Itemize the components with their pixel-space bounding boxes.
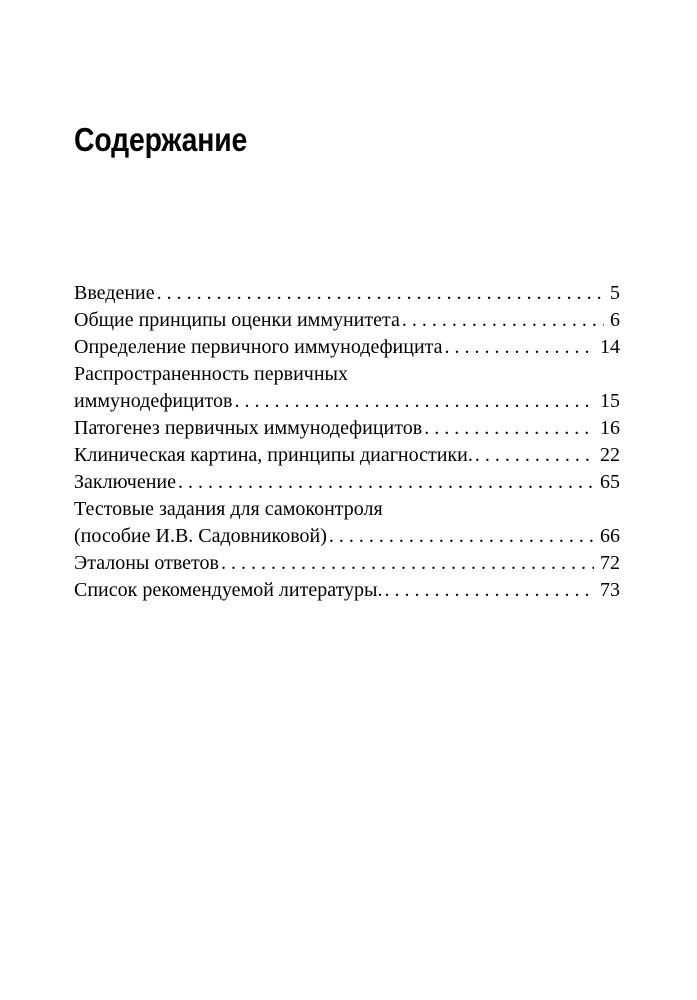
toc-dot-leader xyxy=(234,388,594,415)
toc-entry-title: Общие принципы оценки иммунитета xyxy=(74,309,400,331)
toc-page-number: 15 xyxy=(600,390,620,412)
toc-page-number: 72 xyxy=(600,552,620,574)
toc-page-number: 16 xyxy=(600,417,620,439)
toc-entry-introduction[interactable] xyxy=(74,280,620,307)
toc-entry-clinical-picture[interactable] xyxy=(74,442,620,469)
toc-entry-title-line-2: (пособие И.В. Садовниковой) xyxy=(74,525,327,547)
toc-page-number: 22 xyxy=(600,444,620,466)
toc-dot-leader xyxy=(475,442,594,469)
toc-entry-references[interactable] xyxy=(74,577,620,604)
toc-dot-leader xyxy=(329,523,594,550)
toc-dot-leader xyxy=(178,469,594,496)
toc-entry-immunity-assessment[interactable] xyxy=(74,307,620,334)
toc-dot-leader xyxy=(385,577,595,604)
toc-page-number: 66 xyxy=(600,525,620,547)
toc-entry-pathogenesis[interactable] xyxy=(74,415,620,442)
toc-dot-leader xyxy=(157,280,604,307)
toc-entry-title-line-1: Тестовые задания для самоконтроля xyxy=(74,498,383,520)
toc-entry-title: Заключение xyxy=(74,471,176,493)
toc-page-number: 73 xyxy=(600,579,620,601)
toc-dot-leader xyxy=(221,550,594,577)
toc-entry-answer-keys[interactable] xyxy=(74,550,620,577)
toc-page-number: 65 xyxy=(600,471,620,493)
toc-entry-test-tasks[interactable] xyxy=(74,496,620,550)
toc-page-number: 6 xyxy=(610,309,620,331)
toc-entry-title-line-2: иммунодефицитов xyxy=(74,390,233,412)
toc-page-number: 5 xyxy=(610,282,620,304)
toc-entry-definition[interactable] xyxy=(74,334,620,361)
table-of-contents xyxy=(74,280,620,604)
toc-entry-title-line-1: Распространенность первичных xyxy=(74,363,348,385)
page-title: Содержание xyxy=(74,121,248,158)
toc-dot-leader xyxy=(424,415,594,442)
toc-entry-title: Введение xyxy=(74,282,155,304)
toc-entry-title: Патогенез первичных иммунодефицитов xyxy=(74,417,423,439)
toc-entry-title: Клиническая картина, принципы диагностики. xyxy=(74,444,473,466)
toc-dot-leader xyxy=(402,307,604,334)
toc-entry-prevalence[interactable] xyxy=(74,361,620,415)
toc-dot-leader xyxy=(445,334,594,361)
toc-entry-title: Определение первичного иммунодефицита xyxy=(74,336,443,358)
toc-entry-conclusion[interactable] xyxy=(74,469,620,496)
toc-entry-title: Эталоны ответов xyxy=(74,552,219,574)
toc-entry-title: Список рекомендуемой литературы. xyxy=(74,579,383,601)
toc-page-number: 14 xyxy=(600,336,620,358)
